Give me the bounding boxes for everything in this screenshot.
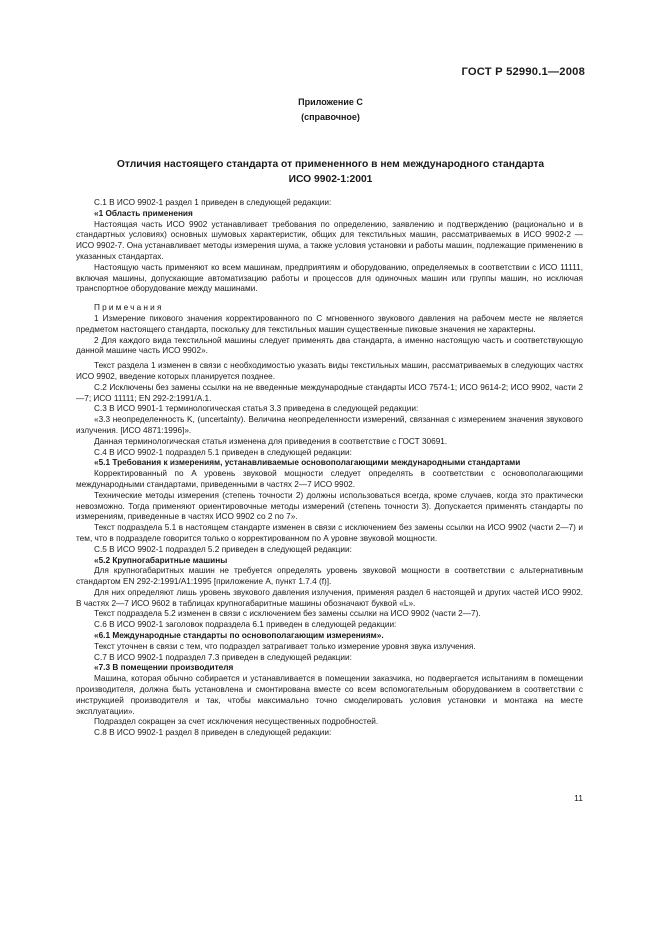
section-title bbox=[60, 157, 601, 187]
paragraph: С.5 В ИСО 9902-1 подраздел 5.2 приведен в следующей редакции: bbox=[94, 544, 352, 554]
paragraph: С.7 В ИСО 9902-1 подраздел 7.3 приведен в следующей редакции: bbox=[94, 652, 352, 662]
annex-subtitle: (справочное) bbox=[301, 112, 360, 122]
paragraph: Текст подраздела 5.1 в настоящем стандарте изменен в связи с исключением без замены ссылки на ИСО 9902 (части 2—7) и тем, что в подразделе говорится только о корректированном по А уровне звуковой мощности. bbox=[76, 523, 583, 543]
document-body bbox=[76, 198, 583, 739]
document-header: ГОСТ Р 52990.1—2008 bbox=[461, 66, 585, 78]
paragraph: Настоящая часть ИСО 9902 устанавливает требования по определению, заявлению и подтверждению (рационально и в стандартных условиях) основных шумовых характеристик, общих для текстильных машин, рассматриваемых в ИСО 9902-2 — ИСО 9902-7. Она устанавливает методы измерения шума, а также условия установки и работы машин, подлежащие применению в указанных стандартах. bbox=[76, 219, 583, 261]
paragraph: Текст раздела 1 изменен в связи с необходимостью указать виды текстильных машин, рассматриваемых в следующих частях ИСО 9902, введение которых планируется позднее. bbox=[76, 361, 583, 381]
paragraph: С.6 В ИСО 9902-1 заголовок подраздела 6.1 приведен в следующей редакции: bbox=[94, 620, 397, 630]
clause-heading: «6.1 Международные стандарты по основополагающим измерениям». bbox=[94, 631, 384, 641]
annex-title: Приложение С bbox=[298, 97, 363, 107]
annex-heading bbox=[0, 95, 661, 125]
paragraph: С.4 В ИСО 9902-1 подраздел 5.1 приведен в следующей редакции: bbox=[94, 447, 352, 457]
paragraph: Текст подраздела 5.2 изменен в связи с исключением без замены ссылки на ИСО 9902 (части 2—7). bbox=[94, 609, 481, 619]
clause-heading: «7.3 В помещении производителя bbox=[94, 663, 234, 673]
paragraph: Текст уточнен в связи с тем, что подраздел затрагивает только измерение уровня звука излучения. bbox=[94, 641, 476, 651]
note-item: 1 Измерение пикового значения корректированного по С мгновенного звукового давления на рабочем месте не является предметом настоящего стандарта, поскольку для текстильных машин существенные пиковые значения не характерны. bbox=[76, 313, 583, 334]
note-item: 2 Для каждого вида текстильной машины следует применять два стандарта, а именно настоящую часть и соответствующую данной машине часть ИСО 9902». bbox=[76, 335, 583, 356]
section-title-line-1: Отличия настоящего стандарта от примененного в нем международного стандарта bbox=[116, 159, 545, 170]
paragraph: Корректированный по А уровень звуковой мощности следует определять в соответствии с основополагающими международными стандартами, приведенными в частях 2—7 ИСО 9902. bbox=[76, 469, 583, 489]
paragraph: Данная терминологическая статья изменена для приведения в соответствие с ГОСТ 30691. bbox=[94, 436, 448, 446]
section-title-line-2: ИСО 9902-1:2001 bbox=[288, 174, 373, 185]
page-number: 11 bbox=[574, 793, 583, 803]
notes-heading: Примечания bbox=[94, 303, 164, 313]
paragraph: Машина, которая обычно собирается и устанавливается в помещении заказчика, но подвергается испытаниям в помещении производителя, должна быть установлена и смонтирована вместе со всем вспомогательным оборудованием в соответствии с инструкцией производителя и так, чтобы максимально точно смоделировать условия установки и монтажа на месте эксплуатации». bbox=[76, 674, 583, 716]
clause-heading: «5.1 Требования к измерениям, устанавливаемые основополагающими международными стандартами bbox=[94, 458, 521, 468]
paragraph: С.3 В ИСО 9901-1 терминологическая статья 3.3 приведена в следующей редакции: bbox=[94, 404, 419, 414]
paragraph: «3.3 неопределенность K, (uncertainty). Величина неопределенности измерений, связанная с измерением значения звукового излучения. [ИСО 4871:1996]». bbox=[76, 415, 583, 435]
clause-heading: «5.2 Крупногабаритные машины bbox=[94, 555, 228, 565]
clause-heading: «1 Область применения bbox=[94, 208, 193, 218]
paragraph: Для них определяют лишь уровень звукового давления излучения, применяя раздел 6 настоящей и других частей ИСО 9902. В частях 2—7 ИСО 9602 в таблицах крупногабаритные машины обозначают буквой «L». bbox=[76, 587, 583, 608]
paragraph: Подраздел сокращен за счет исключения несущественных подробностей. bbox=[94, 717, 379, 727]
paragraph: С.8 В ИСО 9902-1 раздел 8 приведен в следующей редакции: bbox=[94, 728, 332, 738]
paragraph: С.2 Исключены без замены ссылки на не введенные международные стандарты ИСО 7574-1; ИСО 9614-2; ИСО 9902, части 2—7; ИСО 11111; EN 292-2:1991/А.1. bbox=[76, 382, 583, 403]
paragraph: С.1 В ИСО 9902-1 раздел 1 приведен в следующей редакции: bbox=[94, 198, 332, 207]
paragraph: Для крупногабаритных машин не требуется определять уровень звуковой мощности в соответствии с альтернативным стандартом EN 292-2:1991/А1:1995 [приложение А, пункт 1.7.4 (f)]. bbox=[76, 566, 583, 587]
paragraph: Технические методы измерения (степень точности 2) должны использоваться всегда, кроме случаев, когда это практически невозможно. Тогда применяют ориентировочные методы измерений (степень точности 3). Допускается применять стандарты по измерениям, приведенные в частях ИСО 9902 со 2 по 7». bbox=[76, 490, 583, 522]
paragraph: Настоящую часть применяют ко всем машинам, предприятиям и оборудованию, определяемых в соответствии с ИСО 11111, включая машины, допускающие автоматизацию работы и процессов для одиночных машин или группы машин, но исключая транспортное оборудование между машинами. bbox=[76, 262, 583, 294]
